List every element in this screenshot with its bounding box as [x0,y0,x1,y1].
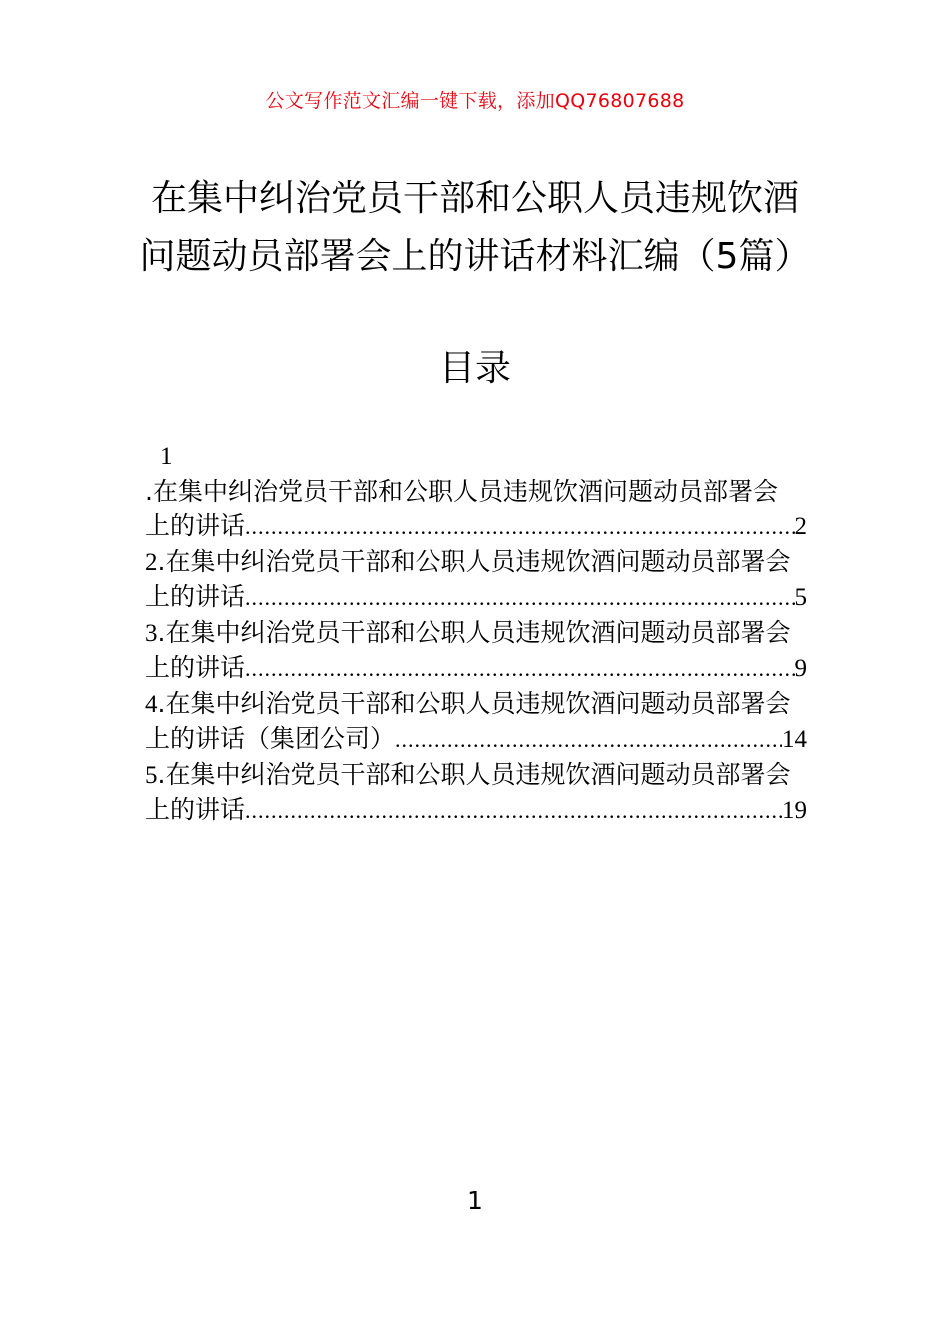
toc-entry-number: 3 [145,619,158,647]
toc-entry-page: 14 [782,726,807,753]
toc-leader-dots [245,581,794,616]
toc-entry-title: .在集中纠治党员干部和公职人员违规饮酒问题动员部署会 [145,476,778,506]
toc-entry-title: .在集中纠治党员干部和公职人员违规饮酒问题动员部署会 [157,546,791,576]
toc-entry-number: 2 [145,548,158,576]
toc-entry-page: 19 [782,797,807,824]
header-note: 公文写作范文汇编一键下载，添加QQ76807688 [265,90,685,112]
toc-entry-title-tail: 上的讲话（集团公司） [145,724,396,753]
toc-heading: 目录 [438,348,511,389]
toc-entry-title: .在集中纠治党员干部和公职人员违规饮酒问题动员部署会 [157,759,791,789]
toc-entry-title: .在集中纠治党员干部和公职人员违规饮酒问题动员部署会 [157,617,791,647]
toc-leader-dots [245,510,794,545]
toc-entry-2[interactable] [145,545,807,616]
toc-entry-number: 1 [160,443,173,470]
page-number: 1 [467,1186,483,1215]
toc-entry-title-tail: 上的讲话 [145,511,246,540]
toc-entry-title: .在集中纠治党员干部和公职人员违规饮酒问题动员部署会 [157,688,791,718]
toc-leader-dots [245,794,782,829]
toc-entry-3[interactable] [145,616,807,687]
toc-entry-page: 2 [794,513,807,540]
toc-entry-title-tail: 上的讲话 [145,653,246,682]
toc-entry-number: 5 [145,761,158,789]
toc-entry-page: 5 [794,584,807,611]
title-line-2: 问题动员部署会上的讲话材料汇编（5篇） [139,236,811,277]
document-title [120,170,830,286]
toc-entry-title-tail: 上的讲话 [145,795,246,824]
table-of-contents [145,440,807,829]
toc-entry-4[interactable] [145,687,807,758]
toc-entry-number: 4 [145,690,158,718]
toc-entry-5[interactable] [145,758,807,829]
toc-leader-dots [245,652,794,687]
title-line-1: 在集中纠治党员干部和公职人员违规饮酒 [150,178,799,219]
toc-entry-title-tail: 上的讲话 [145,582,246,611]
toc-leader-dots [395,723,782,758]
toc-entry-1[interactable] [145,440,807,545]
toc-entry-page: 9 [794,655,807,682]
